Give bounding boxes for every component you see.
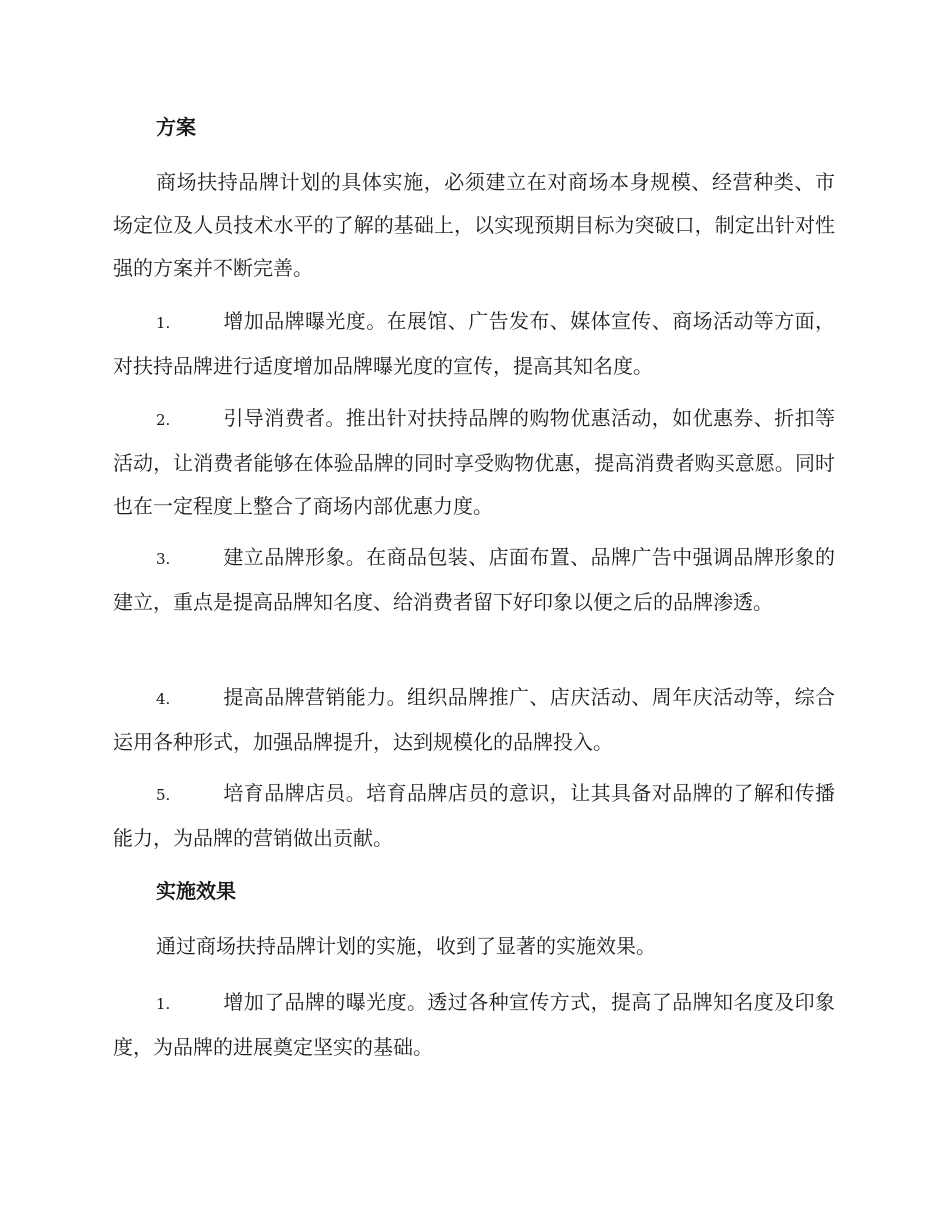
list-item xyxy=(113,397,835,528)
list-item-text: 建立品牌形象。在商品包装、店面布置、品牌广告中强调品牌形象的建立，重点是提高品牌知名度、给消费者留下好印象以便之后的品牌渗透。 xyxy=(113,545,835,614)
list-item xyxy=(113,536,835,624)
list-item xyxy=(113,300,835,388)
list-item-number: 3. xyxy=(156,550,171,568)
section-heading-results: 实施效果 xyxy=(156,879,236,903)
list-item xyxy=(113,981,835,1069)
list-item xyxy=(113,772,835,860)
section-intro-plan: 商场扶持品牌计划的具体实施，必须建立在对商场本身规模、经营种类、市场定位及人员技术水平的了解的基础上，以实现预期目标为突破口，制定出针对性强的方案并不断完善。 xyxy=(113,170,835,280)
list-item-number: 1. xyxy=(156,995,171,1013)
list-item-text: 引导消费者。推出针对扶持品牌的购物优惠活动，如优惠券、折扣等活动，让消费者能够在体验品牌的同时享受购物优惠，提高消费者购买意愿。同时也在一定程度上整合了商场内部优惠力度。 xyxy=(113,406,835,518)
list-item xyxy=(113,676,835,764)
list-item-text: 提高品牌营销能力。组织品牌推广、店庆活动、周年庆活动等，综合运用各种形式，加强品牌提升，达到规模化的品牌投入。 xyxy=(113,685,835,754)
list-item-number: 1. xyxy=(156,314,171,332)
section-intro-results: 通过商场扶持品牌计划的实施，收到了显著的实施效果。 xyxy=(156,934,656,958)
list-item-text: 增加品牌曝光度。在展馆、广告发布、媒体宣传、商场活动等方面，对扶持品牌进行适度增加品牌曝光度的宣传，提高其知名度。 xyxy=(113,309,835,378)
list-item-number: 4. xyxy=(156,690,171,708)
list-item-text: 培育品牌店员。培育品牌店员的意识，让其具备对品牌的了解和传播能力，为品牌的营销做出贡献。 xyxy=(113,781,835,850)
list-item-number: 5. xyxy=(156,786,171,804)
section-heading-plan: 方案 xyxy=(156,115,196,139)
list-item-number: 2. xyxy=(156,411,171,429)
list-item-text: 增加了品牌的曝光度。透过各种宣传方式，提高了品牌知名度及印象度，为品牌的进展奠定坚实的基础。 xyxy=(113,990,835,1059)
